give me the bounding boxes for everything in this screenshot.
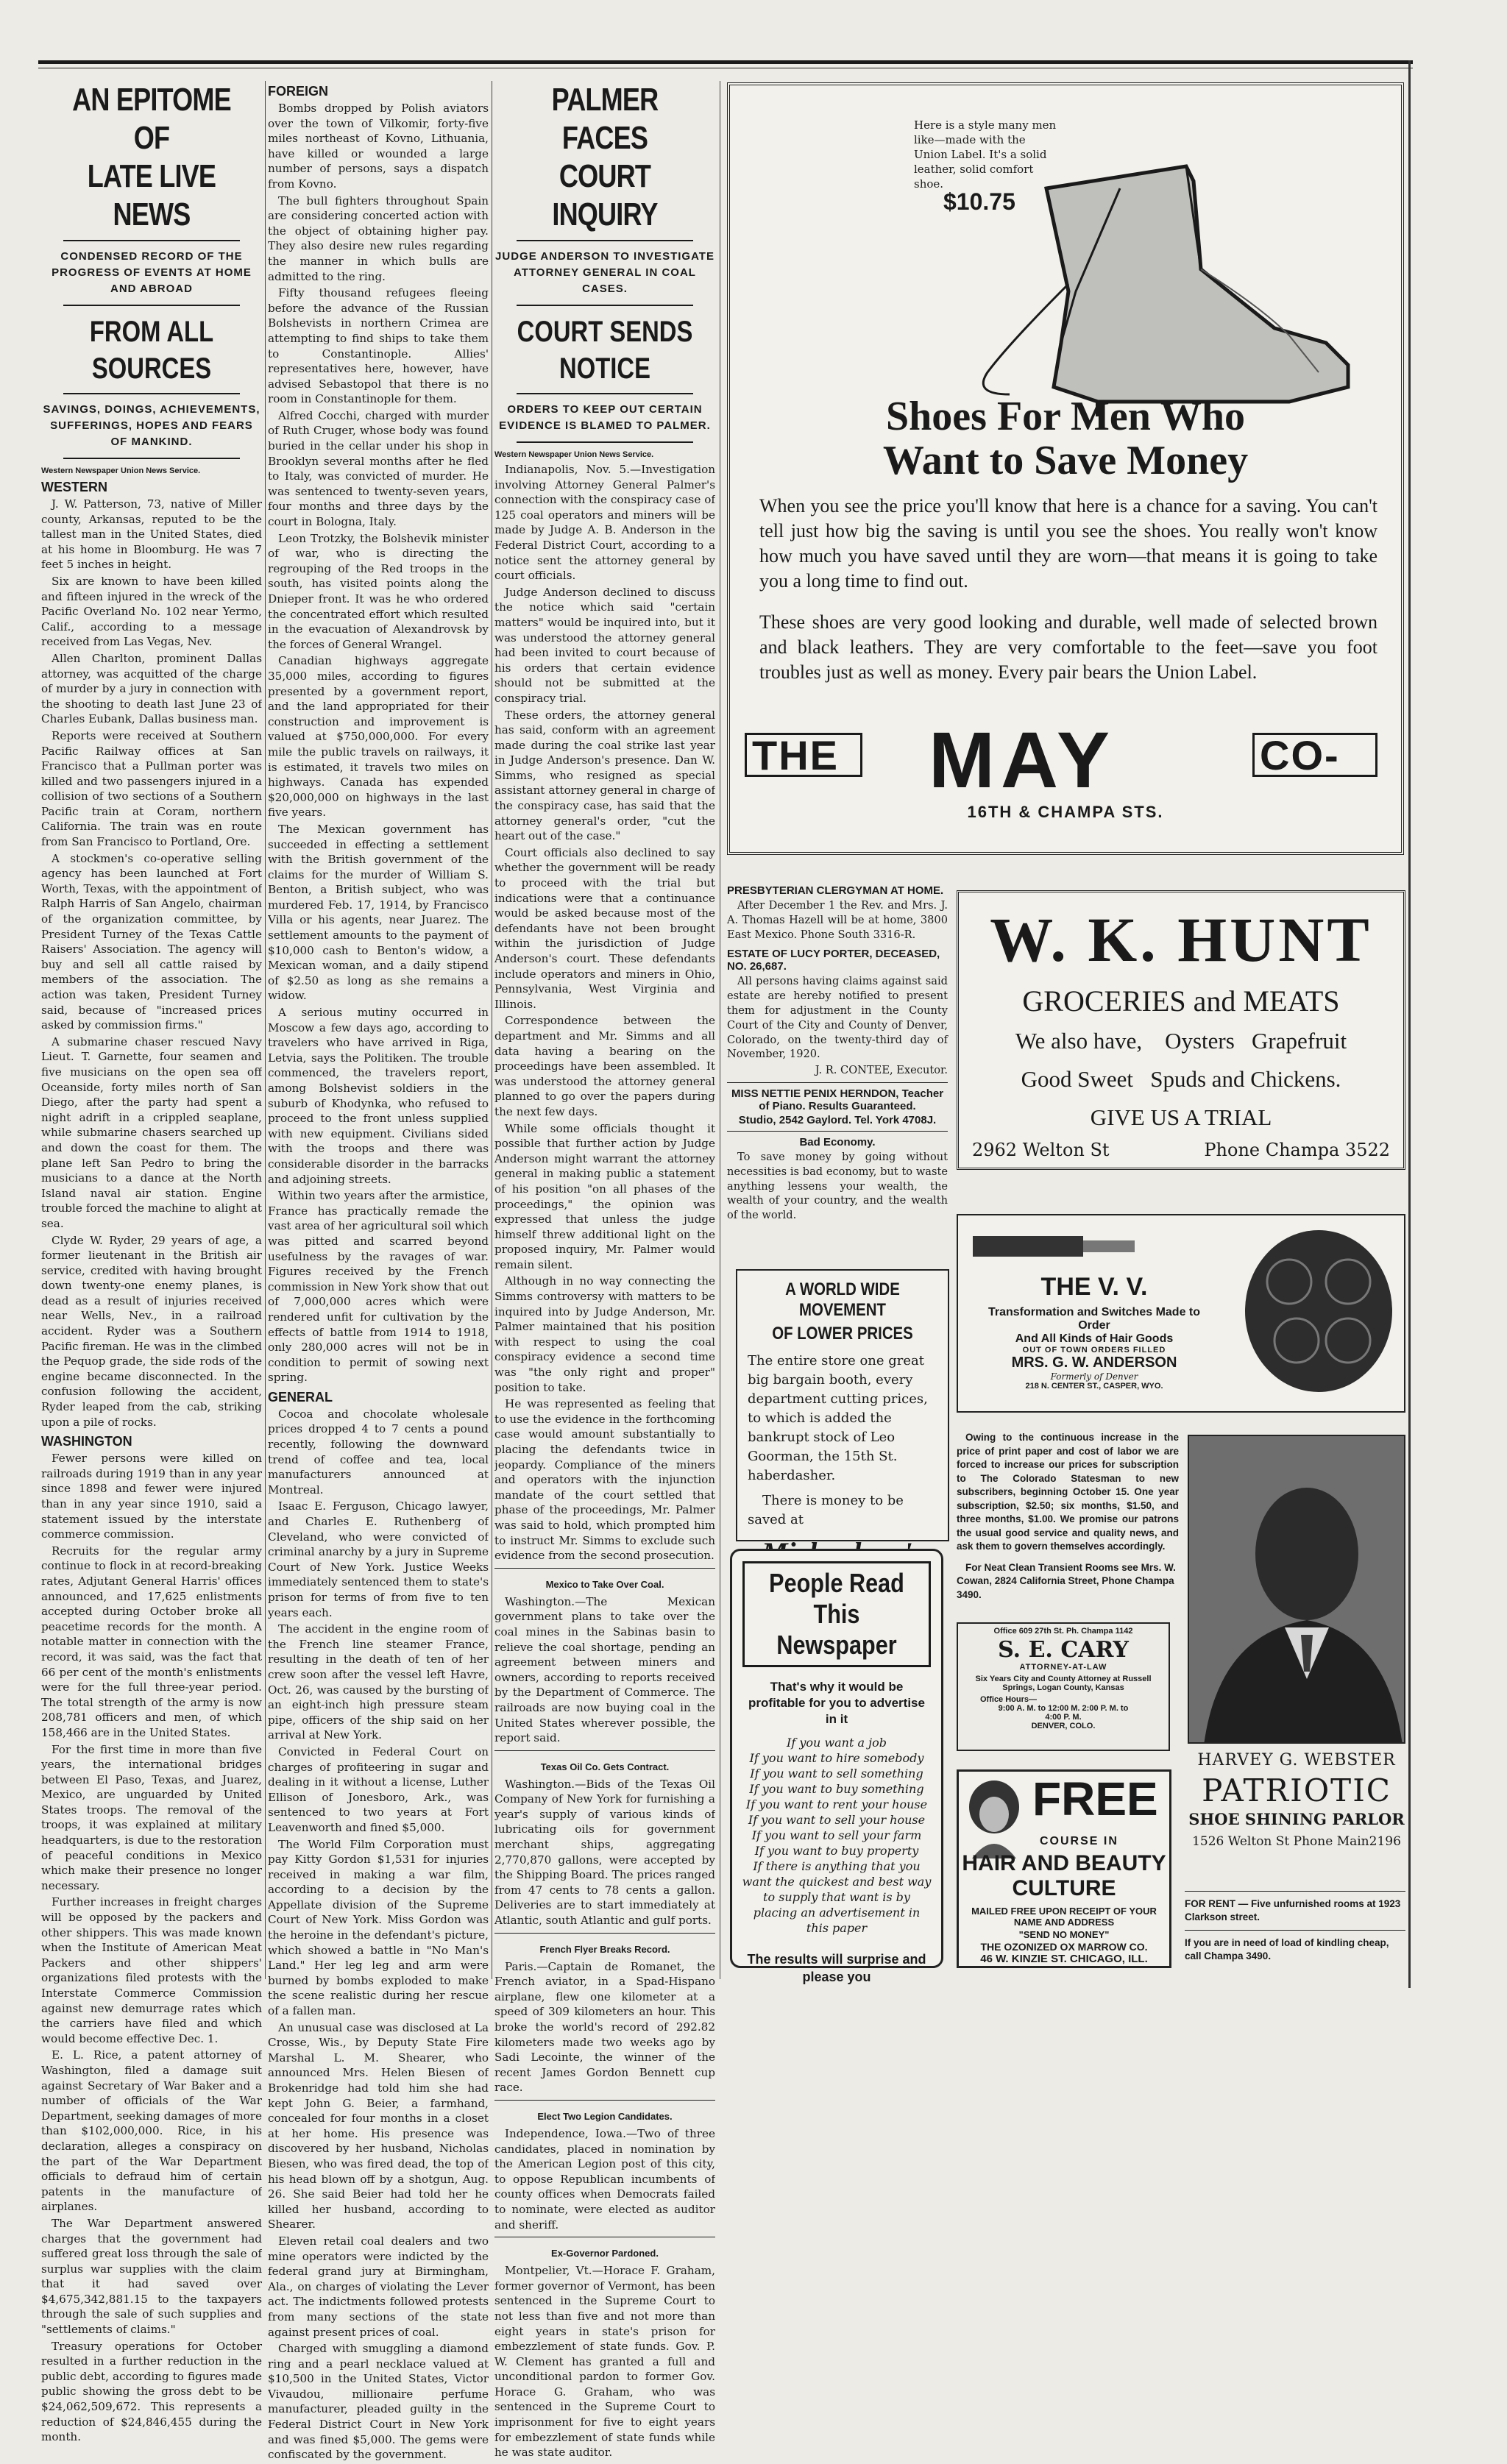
se-cary-attorney-ad: [957, 1622, 1170, 1751]
masthead-rule: [38, 60, 1413, 64]
news-item: Paris.—Captain de Romanet, the French aviator, in a Spad-Hispano airplane, flew one kilometer at a speed of 309 kilometers an hour. This broke the world's record of 292.82 kilometers made two weeks ago by Sadi Lecointe, the winner of the recent James Gordon Bennett cup race.: [494, 1959, 715, 2095]
news-item: E. L. Rice, a patent attorney of Washington, filed a damage suit against Secretary of War Baker and a number of officials of the War Department, seeking damages of more than $102,000,000. Rice, in his declaration, alleges a conspiracy on the part of the War Department officials to defraud him of certain patents in the manufacture of airplanes.: [41, 2048, 262, 2214]
woman-portrait-icon: [965, 1778, 1024, 1858]
news-item: The War Department answered charges that the government had suffered great loss through the sale of surplus war supplies with the claim that it had saved over $4,675,342,881.15 to the taxpayers through the sale of such supplies and "settlements of claims.": [41, 2216, 262, 2337]
notice-text: After December 1 the Rev. and Mrs. J. A. Thomas Hazell will be at home, 3800 East Mexico. Phone South 3316-R.: [727, 899, 948, 941]
headline: LATE LIVE NEWS: [87, 158, 216, 232]
ad-line: Office Hours—: [980, 1695, 1038, 1704]
ad-line: SHOE SHINING PARLOR: [1188, 1810, 1405, 1828]
page-right-rule: [1408, 60, 1411, 1988]
notice-address: Studio, 2542 Gaylord. Tel. York 4708J.: [738, 1113, 937, 1126]
logo-may: MAY: [929, 715, 1116, 804]
section-heading: GENERAL: [268, 1389, 333, 1405]
ad-line: MRS. G. W. ANDERSON: [1011, 1355, 1177, 1371]
news-item: Allen Charlton, prominent Dallas attorney, was acquitted of the charge of murder by a jury in connection with the shooting to death last June 23 of Charles Eubank, Dallas business man.: [41, 651, 262, 726]
ad-line: 46 W. KINZIE ST. CHICAGO, ILL.: [980, 1953, 1148, 1965]
ad-line: GROCERIES and MEATS: [1022, 984, 1340, 1018]
ad-line: HARVEY G. WEBSTER: [1197, 1751, 1396, 1769]
news-item: J. W. Patterson, 73, native of Miller county, Arkansas, reputed to be the tallest man in the United States, died at his home in Bloomburg. He was 7 feet 5 inches in height.: [41, 497, 262, 572]
ad-line: HAIR AND BEAUTY: [962, 1851, 1166, 1875]
column-palmer: [494, 81, 715, 2462]
news-item: He was represented as feeling that to use the evidence in the forthcoming case would amount substantially to placing the defendants twice in jeopardy. Compliance of the miners and operators with the injunction mandate of the court settled that phase of the proceedings, Mr. Palmer was said to hold, which prompted him to instruct Mr. Simms to exclude such evidence from the second prosecution.: [494, 1397, 715, 1563]
people-read-ad: [730, 1549, 943, 1984]
may-co-logo: [745, 715, 1385, 804]
news-item: Convicted in Federal Court on charges of profiteering in sugar and dealing in it without a license, Luther Ellison of Jonesboro, Ark., was sentenced to two years at Fort Leavenworth and fined $5,000.: [268, 1744, 489, 1834]
ad-title: This Newspaper: [776, 1599, 897, 1660]
ad-title: S. E. CARY: [998, 1637, 1129, 1663]
classified-item: If you are in need of load of kindling cheap, call Champa 3490.: [1185, 1937, 1389, 1961]
column-rule: [265, 81, 266, 1979]
ad-body: [759, 494, 1377, 685]
news-item: A serious mutiny occurred in Moscow a few days ago, according to travelers who have arrived in Riga, Letvia, says the Politiken. The trouble commenced, the travelers report, among Bolshevist soldiers in the suburb of Khodynka, who refused to proceed to the front unless supplied with new equipment. Civilians sided with the troops and there was considerable disorder in the barracks and adjoining streets.: [268, 1006, 489, 1186]
ad-line: ATTORNEY-AT-LAW: [1019, 1663, 1107, 1672]
news-item: Treasury operations for October resulted in a further reduction in the public debt, according to figures made public showing the gross debt to be $24,062,509,672. This represents a reduction of $24,846,455 during the month.: [41, 2339, 262, 2444]
ad-subtitle: That's why it would be profitable for you to advertise in it: [748, 1680, 925, 1726]
column-notices: [727, 883, 948, 1224]
news-item: While some officials thought it possible that further action by Judge Anderson might warrant the attorney general in making public a statement of his position "on all phases of the proceedings," the opinion was expressed that unless the judge himself threw additional light on the proposed inquiry, Mr. Palmer would remain silent.: [494, 1121, 715, 1271]
shoe-price: $10.75: [943, 188, 1015, 215]
ad-line: COURSE IN: [1040, 1835, 1118, 1847]
wk-hunt-grocery-ad: [957, 890, 1405, 1170]
headline: FROM ALL SOURCES: [89, 316, 214, 385]
news-item: Clyde W. Ryder, 29 years of age, a former lieutenant in the British air service, credited with having brought down twenty-one enemy planes, is dead as a result of injuries received near Wells, Nev., in a railroad accident. Ryder was a Southern Pacific fireman. He was in the climbed the Pequop grade, the side rods of the engine became disconnected. In the confusion following the accident, Ryder leaped from the cab, striking upon a pile of rocks.: [41, 1233, 262, 1429]
classified-item: FOR RENT — Five unfurnished rooms at 1923 Clarkson street.: [1185, 1898, 1401, 1922]
ad-line: Transformation and Switches Made to Order: [987, 1306, 1201, 1332]
ad-list-item: If you want to buy property: [754, 1844, 919, 1858]
may-co-address: 16TH & CHAMPA STS.: [967, 803, 1164, 821]
sub-headline: French Flyer Breaks Record.: [539, 1943, 670, 1955]
notice-heading: MISS NETTIE PENIX HERNDON, Teacher of Piano. Results Guaranteed.: [731, 1087, 944, 1112]
ad-line: "SEND NO MONEY": [1018, 1929, 1110, 1940]
ad-list-item: If you want to hire somebody: [749, 1751, 924, 1765]
ad-list-item: If you want to sell something: [750, 1767, 923, 1780]
news-item: Although in no way connecting the Simms controversy with matters to be inquired into by Judge Anderson, Mr. Palmer maintained that his position with respect to using the coal conspiracy evidence a second time was "the only right and proper" position to take.: [494, 1274, 715, 1394]
section-heading: WASHINGTON: [41, 1434, 132, 1449]
byline: Western Newspaper Union News Service.: [494, 450, 654, 459]
news-item: Montpelier, Vt.—Horace F. Graham, former governor of Vermont, has been sentenced in the Supreme Court to not less than five and not more than eight years in state's prison for embezzlement of state funds. Gov. P. W. Clement has granted a full and unconditional pardon to former Gov. Horace G. Graham, who was sentenced in the Supreme Court to imprisonment for five to eight years for embezzlement of state funds while he was state auditor.: [494, 2264, 715, 2460]
news-item: Six are known to have been killed and fifteen injured in the wreck of the Pacific Overland No. 102 near Yermo, Calif., according to a message received from Las Vegas, Nev.: [41, 574, 262, 649]
news-item: Within two years after the armistice, France has practically remade the vast area of her agricultural soil which was pitted and scarred beyond usefulness by the ravages of war. Figures received by the French commission in New York show that out of 7,000,000 acres which were rendered unfit for cultivation by the effects of battle from 1914 to 1918, only 280,000 acres will not be in condition to permit of sowing next spring.: [268, 1189, 489, 1385]
ad-line: Office 609 27th St. Ph. Champa 1142: [993, 1627, 1133, 1636]
news-item: Fewer persons were killed on railroads during 1919 than in any year since 1898 and fewer were injured than in any year since 1910, said a statement issued by the interstate commerce commission.: [41, 1452, 262, 1541]
portrait-man-icon: [1189, 1436, 1405, 1744]
news-item: For the first time in more than five years, the international bridges between El Paso, Texas, and Juarez, Mexico, are unguarded by United States troops. The removal of the troops, it was explained at military headquarters, is due to the restoration of peaceful conditions in Mexico which make their presence no longer necessary.: [41, 1742, 262, 1892]
news-item: These orders, the attorney general has said, conform with an agreement made during the coal strike last year in Judge Anderson's presence. Dan W. Simms, who resigned as special assistant attorney general in charge of the conspiracy case, has said that the attorney general's order, "cut the heart out of the case.": [494, 708, 715, 843]
ad-line: Good Sweet Spuds and Chickens.: [1021, 1066, 1341, 1092]
ad-footer: The results will surprise and please you: [747, 1952, 926, 1984]
ad-body: The entire store one great big bargain booth, every department cutting prices, to which is added the bankrupt stock of Leo Goorman, the 15th St. haberdasher.: [748, 1353, 928, 1483]
ad-line: 218 N. CENTER ST., CASPER, WYO.: [1025, 1382, 1163, 1391]
ad-body: There is money to be saved at: [748, 1493, 904, 1527]
ad-line: CULTURE: [1012, 1876, 1116, 1900]
notice-heading: Bad Economy.: [799, 1135, 876, 1148]
notice-heading: PRESBYTERIAN CLERGYMAN AT HOME.: [727, 884, 944, 897]
news-item: Further increases in freight charges will be opposed by the packers and other shippers. This was made known when the Institute of American Meat Packers and other shippers' organizations filed protests with the Interstate Commerce Commission against new demurrage rates which the carriers have filed and which would become effective Dec. 1.: [41, 1895, 262, 2045]
michaelsons-ad: [736, 1269, 949, 1541]
ad-line: Formerly of Denver: [1050, 1371, 1138, 1382]
free-hair-course-ad: [957, 1769, 1171, 1968]
column-epitome: [41, 81, 262, 2446]
notice-text: For Neat Clean Transient Rooms see Mrs. W. Cowan, 2824 California Street, Phone Champa 3490.: [957, 1561, 1176, 1600]
news-item: Correspondence between the department and Mr. Simms and all data having a bearing on the proceedings have been assembled. It was understood the attorney general planned to go over the papers during the next few days.: [494, 1014, 715, 1118]
sub-headline: Ex-Governor Pardoned.: [551, 2248, 659, 2259]
news-item: Isaac E. Ferguson, Chicago lawyer, and Charles E. Ruthenberg of Cleveland, who were convicted of criminal anarchy by a jury in Supreme Court of New York. Justice Weeks immediately sentenced them to state's prison for terms of from five to ten years each.: [268, 1499, 489, 1619]
news-item: The bull fighters throughout Spain are considering concerted action with the object of obtaining higher pay. They also desire new rules regarding the manner in which bulls are admitted to the ring.: [268, 194, 489, 283]
news-item: Judge Anderson declined to discuss the notice which said "certain matters" would be inquired into, but it was understood the attorney general had been invited to court because of his orders that certain evidence should not be submitted at the conspiracy trial.: [494, 585, 715, 705]
news-item: The Mexican government has succeeded in effecting a settlement with the British government of the claims for the murder of William S. Benton, a British subject, who was murdered Feb. 17, 1914, by Francisco Villa or his agents, near Juarez. The settlement amounts to the payment of $10,000 cash to Benton's widow, a Mexican woman, and a daily stipend of $2.50 as long as she remains a widow.: [268, 822, 489, 1003]
deck: SAVINGS, DOINGS, ACHIEVEMENTS, SUFFERINGS, HOPES AND FEARS OF MANKIND.: [43, 403, 260, 448]
notice-heading: ESTATE OF LUCY PORTER, DECEASED, NO. 26,687.: [727, 948, 940, 973]
news-item: Cocoa and chocolate wholesale prices dropped 4 to 7 cents a pound recently, following the downward trend of coffee and tea, local manufacturers announced at Montreal.: [268, 1407, 489, 1496]
ad-title: FREE: [1032, 1772, 1158, 1825]
news-item: Canadian highways aggregate 35,000 miles, according to figures presented by a government report, and the land appropriated for their construction and improvement is valued at $750,000,000. For every mile the public travels on railways, it is estimated, it travels two miles on highways. Canada has expended $20,000,000 on highways in the last five years.: [268, 654, 489, 820]
news-item: Bombs dropped by Polish aviators over the town of Vilkomir, forty-five miles northeast of Kovno, Lithuania, have killed or wounded a large number of persons, says a dispatch from Kovno.: [268, 102, 489, 191]
vv-hair-goods-ad: [957, 1214, 1405, 1413]
section-heading: FOREIGN: [268, 84, 329, 99]
ad-line: 9:00 A. M. to 12:00 M. 2:00 P. M. to 4:00 P. M.: [998, 1704, 1129, 1722]
ad-title: A WORLD WIDE MOVEMENT: [785, 1279, 900, 1320]
ad-line: And All Kinds of Hair Goods: [1015, 1332, 1174, 1345]
headline: COURT INQUIRY: [552, 158, 658, 232]
razor-icon: [973, 1230, 1135, 1267]
ad-line: OUT OF TOWN ORDERS FILLED: [1022, 1346, 1166, 1355]
notice-signature: J. R. CONTEE, Executor.: [815, 1064, 948, 1077]
news-item: Washington.—The Mexican government plans to take over the coal mines in the Sabinas basin to relieve the coal shortage, pending an agreement between miners and owners, according to reports received by the Department of Commerce. The railroads are now buying coal in the United States wherever possible, the report said.: [494, 1594, 715, 1745]
byline: Western Newspaper Union News Service.: [41, 466, 201, 475]
ad-title: PATRIOTIC: [1202, 1772, 1391, 1808]
ad-list: [741, 1735, 932, 1936]
news-item: A stockmen's co-operative selling agency has been launched at Fort Worth, Texas, with the appointment of Ralph Harris of San Angelo, chairman of the organization committee, by President Turney of the Texas Cattle Raisers' Association. The agency will buy and sell all cattle raised by members of the association. The action was taken, President Turney said, because of "increased prices asked by commission firms.": [41, 851, 262, 1032]
notice-text: To save money by going without necessities is bad economy, but to waste anything lessens your wealth, the wealth of your country, and the wealth of the world.: [727, 1150, 948, 1222]
ad-line: 1526 Welton St Phone Main2196: [1192, 1834, 1401, 1849]
news-item: The World Film Corporation must pay Kitty Gordon $1,531 for injuries received in making a war film, according to a decision by the Appellate division of the Supreme Court of New York. Miss Gordon was the heroine in the defendant's picture, which showed a battle in "No Man's Land." Her leg leg and arm were burned by bombs exploded to make the scene realistic during her rescue of a fallen man.: [268, 1837, 489, 2018]
ad-paragraph: When you see the price you'll know that here is a chance for a saving. You can't tell just how big the saving is until you see the shoes. You really won't know how much you have saved until they are worn—that means it is going to take you a long time to find out.: [759, 495, 1377, 592]
hair-switch-icon: [1238, 1223, 1400, 1399]
ad-list-item: If there is anything that you want the quickest and best way to supply that want is by placing an advertisement in this paper: [742, 1859, 932, 1935]
deck: CONDENSED RECORD OF THE PROGRESS OF EVENTS AT HOME AND ABROAD: [52, 250, 252, 295]
news-item: Fifty thousand refugees fleeing before the advance of the Russian Bolshevists in northern Crimea are attempting to find ships to take them to Constantinople. Allies' representatives here, however, have advised Sebastopol that there is no room in Constantinople for them.: [268, 286, 489, 406]
ad-list-item: If you want a job: [787, 1736, 887, 1750]
news-item: Charged with smuggling a diamond ring and a pearl necklace valued at $10,500 in the United States, Victor Vivaudou, millionaire perfume manufacturer, pleaded guilty in the Federal District Court in New York and was fined $5,000. The gems were confiscated by the government.: [268, 2342, 489, 2462]
ad-line: Six Years City and County Attorney at Russell Springs, Logan County, Kansas: [975, 1675, 1152, 1692]
sub-headline: Texas Oil Co. Gets Contract.: [540, 1761, 670, 1772]
news-item: Reports were received at Southern Pacific Railway offices at San Francisco that a Pullman porter was killed and two passengers injured in a collision of two sections of a Southern Pacific train at Coram, northern California. The train was en route from San Francisco to Portland, Ore.: [41, 728, 262, 849]
news-item: Washington.—Bids of the Texas Oil Company of New York for furnishing a year's supply of various kinds of lubricating oils for government merchant ships, aggregating 2,770,870 gallons, were accepted by the Shipping Board. The prices ranged from 47 cents to 78 cents a gallon. Deliveries are to start immediately at Atlantic, south Atlantic and gulf ports.: [494, 1777, 715, 1928]
ad-line: DENVER, COLO.: [1031, 1722, 1096, 1730]
ad-title: THE V. V.: [1040, 1273, 1148, 1301]
column-foreign-general: [268, 84, 489, 2464]
news-item: Indianapolis, Nov. 5.—Investigation involving Attorney General Palmer's connection with the conspiracy case of 125 coal operators and miners will be made by Judge A. B. Anderson in the Federal District Court, according to a notice sent the attorney general by court officials.: [494, 463, 715, 583]
news-item: Court officials also declined to say whether the government will be ready to proceed with the trial but indications were that a continuance would be asked because most of the defendants have not been brought within the jurisdiction of Judge Anderson's court. These defendants include operators and miners in Ohio, Pennsylvania, West Virginia and Illinois.: [494, 845, 715, 1011]
news-item: Independence, Iowa.—Two of three candidates, placed in nomination by the American Legion post of this city, to oppose Republican incumbents of county offices when Democrats failed to nominate, were elected as auditor and sheriff.: [494, 2126, 715, 2232]
deck: JUDGE ANDERSON TO INVESTIGATE ATTORNEY GENERAL IN COAL CASES.: [495, 250, 715, 295]
shoe-caption: Here is a style many men like—made with the Union Label. It's a solid leather, solid comfort shoe.: [914, 118, 1057, 191]
ad-title: OF LOWER PRICES: [772, 1324, 913, 1343]
classifieds: [1185, 1891, 1405, 1963]
ad-title: Shoes For Men Who Want to Save Money: [882, 394, 1249, 483]
headline: AN EPITOME OF: [72, 82, 231, 156]
webster-shoe-shine-ad: [1188, 1751, 1405, 1849]
statesman-notice: [957, 1431, 1179, 1602]
ad-phone: Phone Champa 3522: [1204, 1140, 1390, 1160]
logo-the: THE: [752, 732, 839, 778]
ad-title: W. K. HUNT: [990, 904, 1372, 975]
ad-list-item: If you want to sell your farm: [751, 1828, 922, 1842]
sub-headline: Elect Two Legion Candidates.: [537, 2110, 673, 2122]
notice-text: Owing to the continuous increase in the price of print paper and cost of labor we are forced to increase our prices for subscription to The Colorado Statesman to new subscribers, beginning October 15. One year subscription, $2.50; six months, $1.50, and three months, $1.00. We promise our patrons the usual good service and quality news, and ask them to govern themselves accordingly.: [957, 1432, 1179, 1552]
logo-co: CO-: [1260, 732, 1340, 778]
deck: ORDERS TO KEEP OUT CERTAIN EVIDENCE IS BLAMED TO PALMER.: [499, 403, 711, 432]
ad-list-item: If you want to buy something: [749, 1782, 924, 1796]
news-item: A submarine chaser rescued Navy Lieut. T. Garnette, four seamen and five musicians on the open sea off Oceanside, forty miles north of San Diego, after the party had spent a night adrift in a crippled seaplane, while submarine chasers searched up and down the coast for them. The plane left San Pedro to bring the musicians to a dance at the North Island naval air station. Engine trouble forced the machine to alight at sea.: [41, 1034, 262, 1230]
sub-headline: Mexico to Take Over Coal.: [545, 1578, 664, 1590]
section-heading: WESTERN: [41, 480, 107, 494]
news-item: Alfred Cocchi, charged with murder of Ruth Cruger, whose body was found buried in the cellar under his shop in Brooklyn several months after he fled to Italy, was convicted of murder. He was sentenced to twenty-seven years, four months and three days by the court in Bologna, Italy.: [268, 408, 489, 529]
ad-line: GIVE US A TRIAL: [1090, 1104, 1272, 1130]
ad-paragraph: These shoes are very good looking and durable, well made of selected brown and black leathers. They are very comfortable to the feet—save you foot troubles just as well as money. Every pair bears the Union Label.: [759, 611, 1377, 683]
news-item: The accident in the engine room of the French line steamer France, resulting in the death of ten of her crew soon after the vessel left Havre, Oct. 26, was caused by the bursting of an eight-inch high pressure steam pipe, officers of the ship said on her arrival at New York.: [268, 1622, 489, 1742]
ad-title: People Read: [769, 1568, 904, 1598]
news-item: Eleven retail coal dealers and two mine operators were indicted by the federal grand jury at Birmingham, Ala., on charges of violating the Lever act. The indictments followed protests from many sections of the state against present prices of coal.: [268, 2234, 489, 2339]
news-item: An unusual case was disclosed at La Crosse, Wis., by Deputy State Fire Marshal L. M. Shearer, who announced Mrs. Helen Biesen of Brokenridge had told him she had kept John G. Beier, a farmhand, concealed for four months in a closet at her home. His presence was discovered by her husband, Nicholas Biesen, who was fired dead, the top of his head blown off by a shotgun, Aug. 26. She said Beier had told her he killed her husband, according to Shearer.: [268, 2020, 489, 2232]
ad-line: MAILED FREE UPON RECEIPT OF YOUR NAME AND ADDRESS: [971, 1906, 1157, 1928]
ad-address: 2962 Welton St: [972, 1140, 1110, 1160]
ad-list-item: If you want to rent your house: [745, 1797, 928, 1811]
news-item: Leon Trotzky, the Bolshevik minister of war, who is directing the regrouping of the Red troops in the south, has visited points along the Dnieper front. It was he who ordered the concentrated effort which resulted in the evacuation of Alexandrovsk by the forces of General Wrangel.: [268, 531, 489, 651]
may-co-shoe-ad: [727, 82, 1404, 855]
news-item: Recruits for the regular army continue to flock in at record-breaking rates, Adjutant General Harris' offices announced, and 17,625 enlistments accepted during October broke all peacetime records for the month. A notable matter in connection with the record, it was said, was the fact that 66 per cent of the month's enlistments were for the full three-year period. The total strength of the army is now 208,781 officers and men, of which 158,466 are in the United States.: [41, 1544, 262, 1739]
ad-list-item: If you want to sell your house: [748, 1813, 926, 1827]
ad-line: We also have, Oysters Grapefruit: [1015, 1028, 1347, 1054]
headline: COURT SENDS NOTICE: [517, 316, 693, 385]
ad-line: THE OZONIZED OX MARROW CO.: [980, 1941, 1148, 1953]
portrait-photo: [1188, 1435, 1405, 1744]
notice-text: All persons having claims against said estate are hereby notified to present them for adjustment in the County Court of the City and County of Denver, Colorado, on the twenty-third day of November, 1920.: [727, 975, 948, 1061]
headline: PALMER FACES: [551, 82, 659, 156]
